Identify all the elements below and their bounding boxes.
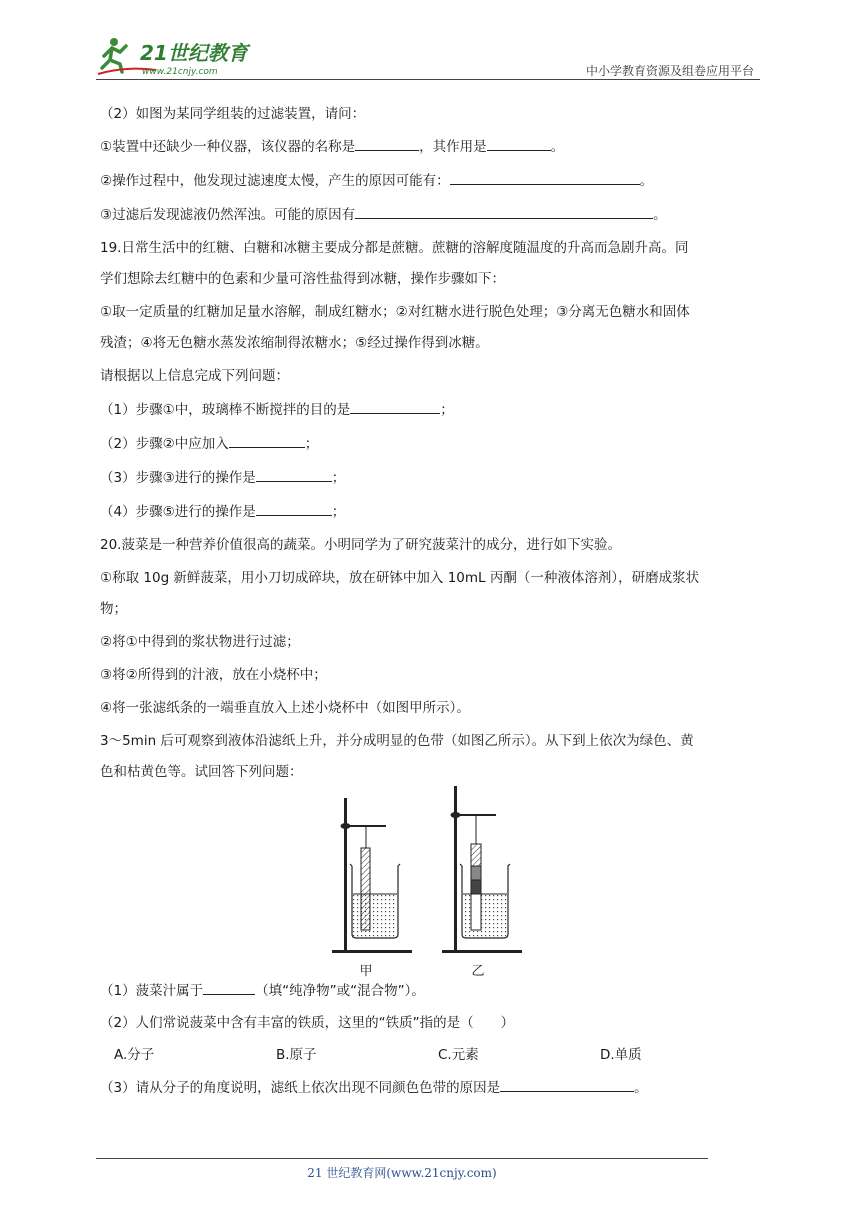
answer-blank[interactable] <box>487 136 551 151</box>
apparatus-diagram <box>324 782 544 980</box>
page-header <box>96 30 760 80</box>
q19-sub1 <box>100 399 765 420</box>
apparatus-b <box>442 786 522 953</box>
q19-sub4-text: （4）步骤⑤进行的操作是 <box>100 504 256 520</box>
q20-exp1-line2: 物； <box>100 601 127 617</box>
page-content <box>100 104 765 1098</box>
q19-sub4-end: ； <box>331 504 346 520</box>
q20-options <box>100 1045 765 1065</box>
q19-stem-line2: 学们想除去红糖中的色素和少量可溶性盐得到冰糖，操作步骤如下： <box>100 271 505 287</box>
q20-exp2: ②将①中得到的浆状物进行过滤； <box>100 634 300 650</box>
q19-sub1-text: （1）步骤①中，玻璃棒不断搅拌的目的是 <box>100 402 351 418</box>
q20-sub3-end: 。 <box>634 1080 648 1096</box>
option-d[interactable]: D.单质 <box>600 1047 642 1063</box>
q19-steps-line1: ①取一定质量的红糖加足量水溶解，制成红糖水；②对红糖水进行脱色处理；③分离无色糖水和固体 <box>100 304 690 320</box>
q18-item3 <box>100 204 765 225</box>
q20-exp4: ④将一张滤纸条的一端垂直放入上述小烧杯中（如图甲所示）。 <box>100 700 470 716</box>
q20-observation-line2: 色和枯黄色等。试回答下列问题： <box>100 764 303 780</box>
q18-item2 <box>100 170 765 191</box>
answer-blank[interactable] <box>203 980 255 995</box>
q18-part2: （2）如图为某同学组装的过滤装置，请问： <box>100 106 366 122</box>
answer-blank[interactable] <box>256 467 332 482</box>
answer-blank[interactable] <box>229 433 305 448</box>
logo-url: www.21cnjy.com <box>142 67 218 77</box>
q19-stem-line1: 19.日常生活中的红糖、白糖和冰糖主要成分都是蔗糖。蔗糖的溶解度随温度的升高而急剧升高。同 <box>100 240 689 256</box>
q18-item2-end: 。 <box>639 173 654 189</box>
option-b[interactable]: B.原子 <box>276 1047 317 1063</box>
q20-sub3-text: （3）请从分子的角度说明，滤纸上依次出现不同颜色色带的原因是 <box>100 1080 501 1096</box>
q19-sub2-text: （2）步骤②中应加入 <box>100 436 229 452</box>
q20-sub1-text: （1）菠菜汁属于 <box>100 983 204 999</box>
q19-sub3 <box>100 467 765 488</box>
q20-sub1 <box>100 980 765 1001</box>
q18-item1-end: 。 <box>550 139 565 155</box>
footer-divider <box>96 1158 708 1159</box>
answer-blank[interactable] <box>355 204 653 219</box>
answer-blank[interactable] <box>350 399 440 414</box>
q18-item3-end: 。 <box>653 207 667 223</box>
answer-blank[interactable] <box>355 136 419 151</box>
footer-text[interactable]: 21 世纪教育网(www.21cnjy.com) <box>307 1166 497 1180</box>
q20-exp3: ③将②所得到的汁液，放在小烧杯中； <box>100 667 327 683</box>
logo-title: 21世纪教育 <box>140 41 248 65</box>
option-c[interactable]: C.元素 <box>438 1047 479 1063</box>
q19-sub3-text: （3）步骤③进行的操作是 <box>100 470 256 486</box>
answer-blank[interactable] <box>256 501 332 516</box>
q19-sub1-end: ； <box>440 402 454 418</box>
header-platform-text: 中小学教育资源及组卷应用平台 <box>585 64 754 78</box>
logo-21cnjy <box>96 34 266 80</box>
q19-steps-line2: 残渣；④将无色糖水蒸发浓缩制得浓糖水；⑤经过操作得到冰糖。 <box>100 335 489 351</box>
answer-blank[interactable] <box>500 1077 634 1092</box>
answer-blank[interactable] <box>450 170 640 185</box>
q18-item1-middle: ，其作用是 <box>419 139 487 155</box>
q18-item2-prefix: ②操作过程中，他发现过滤速度太慢，产生的原因可能有： <box>100 173 450 189</box>
q20-stem: 20.菠菜是一种营养价值很高的蔬菜。小明同学为了研究菠菜汁的成分，进行如下实验。 <box>100 537 621 553</box>
q19-sub4 <box>100 501 765 522</box>
apparatus-a <box>332 798 412 953</box>
q20-sub1-post: （填“纯净物”或“混合物”）。 <box>255 983 425 999</box>
header-divider <box>96 79 760 80</box>
q19-sub3-end: ； <box>331 470 346 486</box>
q20-observation-line1: 3～5min 后可观察到液体沿滤纸上升，并分成明显的色带（如图乙所示）。从下到上依次为绿色、黄 <box>100 733 694 749</box>
q18-item1 <box>100 136 765 157</box>
experiment-figure <box>100 782 765 980</box>
q20-sub2: （2）人们常说菠菜中含有丰富的铁质，这里的“铁质”指的是（ ） <box>100 1015 515 1031</box>
option-a[interactable]: A.分子 <box>114 1047 155 1063</box>
q18-item3-prefix: ③过滤后发现滤液仍然浑浊。可能的原因有 <box>100 207 356 223</box>
q19-sub2-end: ； <box>304 436 319 452</box>
q18-item1-prefix: ①装置中还缺少一种仪器，该仪器的名称是 <box>100 139 356 155</box>
q19-intro: 请根据以上信息完成下列问题： <box>100 368 289 384</box>
figure-label-b: 乙 <box>471 964 485 979</box>
figure-label-a: 甲 <box>359 964 373 979</box>
q20-sub3 <box>100 1077 765 1098</box>
q19-sub2 <box>100 433 765 454</box>
q20-exp1-line1: ①称取 10g 新鲜菠菜，用小刀切成碎块，放在研钵中加入 10mL 丙酮（一种液体溶剂），研磨成浆状 <box>100 570 700 586</box>
